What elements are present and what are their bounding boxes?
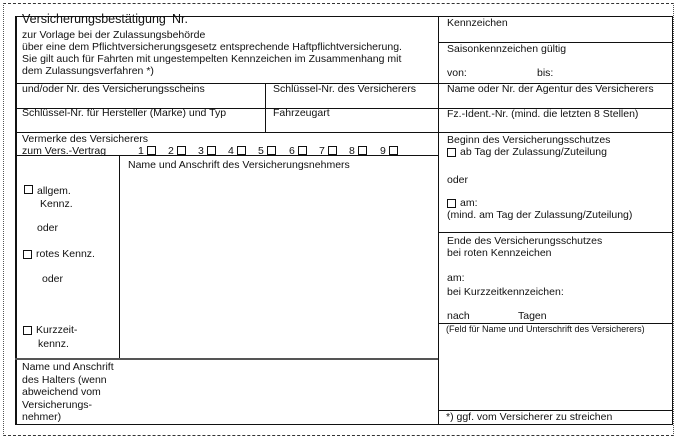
- start-at-registration-checkbox[interactable]: [447, 148, 456, 157]
- holder-label: des Halters (wenn: [22, 374, 107, 386]
- insurer-notes-label-2: zum Vers.-Vertrag: [22, 145, 107, 157]
- red-plates-label: bei roten Kennzeichen: [447, 247, 552, 259]
- note-option-number: 7: [319, 145, 325, 157]
- note-option-number: 6: [289, 145, 295, 157]
- note-checkbox-5[interactable]: [267, 146, 276, 155]
- note-checkbox-7[interactable]: [328, 146, 337, 155]
- footnote: *) ggf. vom Versicherer zu streichen: [446, 411, 613, 423]
- or-label: oder: [447, 174, 469, 186]
- note-option-3[interactable]: [198, 145, 216, 157]
- start-on-date-checkbox[interactable]: [447, 199, 456, 208]
- general-plate-label-2: Kennz.: [40, 198, 73, 210]
- manufacturer-key-label: Schlüssel-Nr. für Hersteller (Marke) und Typ: [22, 107, 227, 119]
- note-option-number: 4: [228, 145, 234, 157]
- holder-label: abweichend vom: [22, 386, 101, 398]
- insurer-key-label: Schlüssel-Nr. des Versicherers: [273, 83, 416, 95]
- holder-label: Name und Anschrift: [22, 361, 114, 373]
- signature-label: (Feld für Name und Unterschrift des Versicherers): [446, 324, 645, 334]
- vehicle-type-label: Fahrzeugart: [273, 107, 330, 119]
- note-option-1[interactable]: [138, 145, 156, 157]
- note-option-5[interactable]: [258, 145, 276, 157]
- form-title-number-label: Nr.: [172, 12, 188, 26]
- note-checkbox-2[interactable]: [177, 146, 186, 155]
- intro-line: Sie gilt auch für Fahrten mit ungestempelten Kennzeichen im Zusammenhang mit: [22, 53, 402, 65]
- or-label: oder: [37, 222, 59, 234]
- note-option-number: 3: [198, 145, 204, 157]
- note-checkbox-8[interactable]: [358, 146, 367, 155]
- short-term-plates-label: bei Kurzzeitkennzeichen:: [447, 286, 564, 298]
- note-option-4[interactable]: [228, 145, 246, 157]
- note-checkbox-4[interactable]: [237, 146, 246, 155]
- holder-label: Versicherungs-: [22, 399, 93, 411]
- section-divider: [15, 358, 439, 360]
- seasonal-plate-label: Saisonkennzeichen gültig: [447, 43, 567, 55]
- coverage-start-heading: Beginn des Versicherungsschutzes: [447, 134, 611, 146]
- general-plate-label: allgem.: [37, 185, 71, 197]
- days-label: Tagen: [518, 310, 547, 322]
- note-option-8[interactable]: [349, 145, 367, 157]
- note-option-number: 9: [380, 145, 386, 157]
- plate-label: Kennzeichen: [447, 17, 508, 29]
- insurer-notes-label: Vermerke des Versicherers: [22, 133, 149, 145]
- start-at-registration-label: ab Tag der Zulassung/Zuteilung: [460, 146, 607, 158]
- short-term-plate-label: Kurzzeit-: [36, 324, 78, 336]
- short-term-plate-checkbox[interactable]: [23, 326, 32, 335]
- short-term-plate-label-2: kennz.: [38, 338, 69, 350]
- insurer-signature-field[interactable]: [438, 323, 673, 411]
- start-on-date-label: am:: [460, 197, 478, 209]
- end-date-label: am:: [447, 272, 465, 284]
- note-option-9[interactable]: [380, 145, 398, 157]
- note-option-number: 8: [349, 145, 355, 157]
- note-checkbox-1[interactable]: [147, 146, 156, 155]
- policy-number-label: und/oder Nr. des Versicherungsscheins: [22, 83, 205, 95]
- coverage-end-heading: Ende des Versicherungsschutzes: [447, 235, 603, 247]
- note-option-6[interactable]: [289, 145, 307, 157]
- vin-label: Fz.-Ident.-Nr. (mind. die letzten 8 Stellen): [447, 108, 639, 120]
- policyholder-field[interactable]: [119, 155, 439, 360]
- form-title: Versicherungsbestätigung: [22, 12, 166, 26]
- after-label: nach: [447, 310, 470, 322]
- valid-to-label: bis:: [537, 67, 554, 79]
- policyholder-label: Name und Anschrift des Versicherungsnehmers: [128, 159, 350, 171]
- note-checkbox-6[interactable]: [298, 146, 307, 155]
- note-checkbox-3[interactable]: [207, 146, 216, 155]
- note-option-number: 5: [258, 145, 264, 157]
- intro-line: über eine dem Pflichtversicherungsgesetz entsprechende Haftpflichtversicherung.: [22, 41, 402, 53]
- red-plate-label: rotes Kennz.: [36, 248, 95, 260]
- or-label: oder: [42, 273, 64, 285]
- note-option-7[interactable]: [319, 145, 337, 157]
- holder-label: nehmer): [22, 411, 62, 423]
- intro-line: zur Vorlage bei der Zulassungsbehörde: [22, 29, 206, 41]
- red-plate-checkbox[interactable]: [23, 250, 32, 259]
- valid-from-label: von:: [447, 67, 467, 79]
- agency-label: Name oder Nr. der Agentur des Versicherers: [447, 83, 654, 95]
- note-option-number: 1: [138, 145, 144, 157]
- note-checkbox-9[interactable]: [389, 146, 398, 155]
- intro-line: dem Zulassungsverfahren *): [22, 65, 154, 77]
- note-option-2[interactable]: [168, 145, 186, 157]
- general-plate-checkbox[interactable]: [24, 185, 33, 194]
- note-option-number: 2: [168, 145, 174, 157]
- start-note: (mind. am Tag der Zulassung/Zuteilung): [447, 209, 633, 221]
